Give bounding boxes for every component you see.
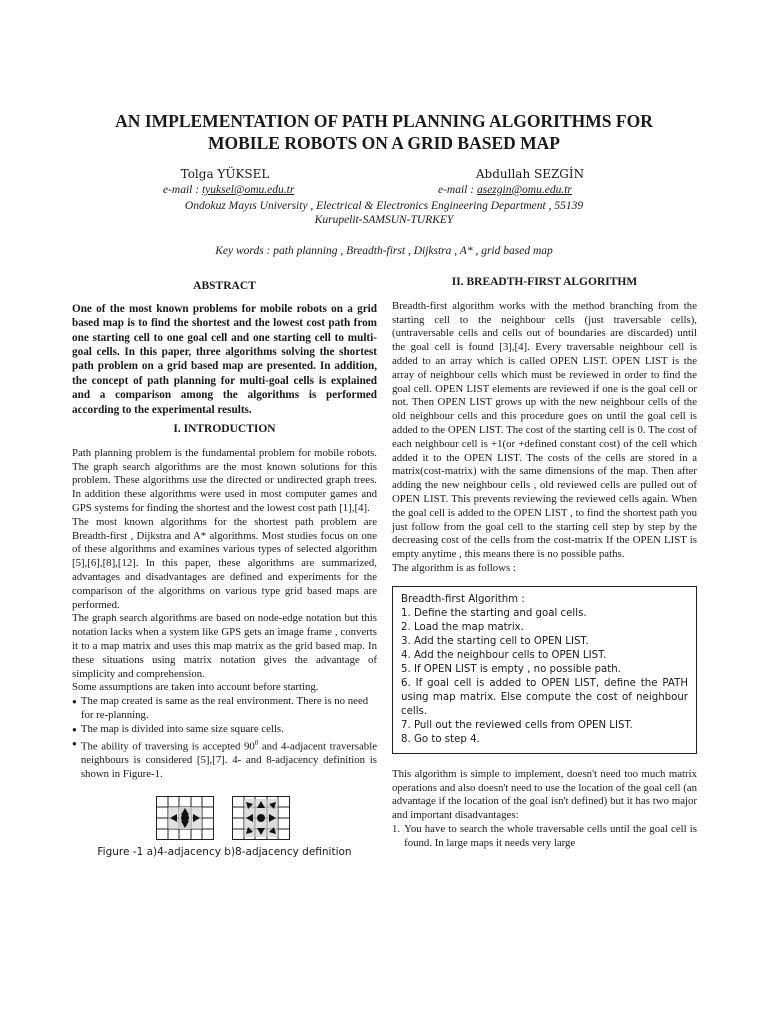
breadth-first-paragraph-1: Breadth-first algorithm works with the method branching from the starting cell to the neighbour cells (just traversable cells), (untraversable cells and cells out of boundaries are discarded) until the goal cell is found [3],[4]. Every traversable neighbour cell is added to an array which is called OPEN LIST. OPEN LIST is the array of neighbour cells which must be reviewed in order to find the goal cell. OPEN LIST elements are reviewed if one is the goal cell or not. Then OPEN LIST grows up with the new neighbour cells of the old neighbour cells and this procedure goes on until the goal cell is added to the OPEN LIST. The cost of the starting cell is 0. The cost of each neighbour cell is +1(or +defined constant cost) of the cell which added it to the OPEN LIST. The costs of the cells are stored in a matrix(cost-matrix) with the same dimensions of the map. Then after adding the new neighbour cells , old reviewed cells are pulled out of OPEN LIST. This prevents reviewing the reviewed cells again. When the goal cell is added to the OPEN LIST , to find the shortest path you just follow from the goal cell to the starting cell step by step by the decreasing cost of the cells from the cost-matrix If the OPEN LIST is empty anytime , this means there is no possible paths. [392, 299, 697, 561]
intro-paragraph-1: Path planning problem is the fundamental problem for mobile robots. The graph search algorithms are the most known solutions for this problem. These algorithms use the directed or undirected graph trees. In addition these algorithms were used in most computer games and GPS systems for finding the shortest and the lowest cost path [1],[4]. [72, 446, 377, 515]
algorithm-step: 8. Go to step 4. [401, 733, 480, 745]
author-2-email-link[interactable]: asezgin@omu.edu.tr [476, 184, 572, 196]
four-adjacency-grid-figure [156, 796, 214, 840]
breadth-first-heading: II. BREADTH-FIRST ALGORITHM [451, 276, 638, 288]
degree-superscript: 0 [254, 738, 259, 747]
email-prefix: e-mail : [163, 184, 202, 196]
algorithm-step: 7. Pull out the reviewed cells from OPEN LIST. [401, 719, 633, 731]
title-line-2: MOBILE ROBOTS ON A GRID BASED MAP [208, 133, 560, 153]
assumption-3-part-a: The ability of traversing is accepted 90 [80, 740, 255, 753]
disadvantage-text: You have to search the whole traversable cells until the goal cell is found. In large maps it needs very large [404, 822, 697, 849]
right-column [392, 276, 697, 851]
intro-paragraph-2: The most known algorithms for the shortest path problem are Breadth-first , Dijkstra and A* algorithms. Most studies focus on one of these algorithms and examines various types of selected algorithm [5],[6],[8],[12]. In this paper, these algorithms are summarized, advantages and disadvantages are defined and experiments for the comparison of the algorithms on various type grid based maps are performed. [72, 515, 377, 611]
disadvantage-number: 1. [392, 822, 401, 835]
algorithm-step: 6. If goal cell is added to OPEN LIST, define the PATH using map matrix. Else compute the cost of neighbour cells. [401, 677, 688, 717]
abstract-body: One of the most known problems for mobile robots on a grid based map is to find the shortest and the lowest cost path from one starting cell to one goal cell and one starting cell to multi-goal cells. In this paper, three algorithms solving the shortest path problem on a grid based map are presented. In addition, the concept of path planning for multi-goal cells is explained and a comparison among the algorithms is performed according to the experimental results. [72, 302, 377, 416]
disadvantage-item [392, 823, 697, 851]
algorithm-step: 5. If OPEN LIST is empty , no possible path. [401, 663, 621, 675]
breadth-first-paragraph-3: This algorithm is simple to implement, doesn't need too much matrix operations and also doesn't need to use the location of the goal cell (an advantage if the location of the goal isn't defined) but it has two major and important disadvantages: [392, 767, 697, 822]
assumption-bullet [72, 723, 377, 737]
algorithm-step: 4. Add the neighbour cells to OPEN LIST. [401, 649, 607, 661]
affiliation-line-2: Kurupelit-SAMSUN-TURKEY [314, 214, 454, 226]
title-line-1: AN IMPLEMENTATION OF PATH PLANNING ALGORITHMS FOR [115, 111, 653, 131]
algorithm-step: 1. Define the starting and goal cells. [401, 607, 587, 619]
bullet-icon: ● [72, 738, 77, 748]
affiliation-line-1: Ondokuz Mayıs University , Electrical & Electronics Engineering Department , 55139 [184, 200, 584, 212]
author-1-name: Tolga YÜKSEL [180, 167, 270, 181]
assumption-3-text [81, 737, 377, 782]
paper-title [40, 110, 728, 154]
algorithm-step: 3. Add the starting cell to OPEN LIST. [401, 635, 589, 647]
left-column [72, 280, 377, 859]
assumption-2-text: The map is divided into same size square cells. [80, 722, 284, 735]
keywords: Key words : path planning , Breadth-first , Dijkstra , A* , grid based map [215, 245, 553, 257]
email-prefix: e-mail : [438, 184, 477, 196]
algorithm-title: Breadth-first Algorithm : [401, 593, 525, 605]
author-1-email [163, 184, 294, 196]
algorithm-step: 2. Load the map matrix. [401, 621, 524, 633]
intro-paragraph-3: The graph search algorithms are based on node-edge notation but this notation lacks when a system like GPS gets an image frame , converts it to a map matrix and uses this map matrix as the grid based map. In these situations using matrix notation gives the advantage of simplicity and comprehension. [72, 612, 377, 680]
figure-1 [156, 796, 377, 840]
author-1-email-link[interactable]: tyuksel@omu.edu.tr [201, 184, 295, 196]
breadth-first-paragraph-2: The algorithm is as follows : [392, 561, 516, 574]
introduction-heading: I. INTRODUCTION [173, 423, 276, 436]
algorithm-box [392, 586, 697, 754]
assumption-3-part-b: and 4-adjacent traversable neighbours is considered [5],[7]. 4- and 8-adjacency definition is shown in Figure-1. [80, 740, 377, 780]
figure-1-caption: Figure -1 a)4-adjacency b)8-adjacency definition [97, 845, 352, 858]
bullet-icon: ● [72, 724, 77, 734]
author-2-name: Abdullah SEZGİN [475, 167, 585, 181]
assumption-1-text: The map created is same as the real environment. There is no need for re-planning. [80, 695, 369, 721]
bullet-icon: ● [72, 697, 77, 707]
assumption-bullet [72, 737, 377, 782]
abstract-heading: ABSTRACT [193, 280, 256, 292]
eight-adjacency-grid-figure [232, 796, 290, 840]
assumption-bullet [72, 695, 377, 723]
author-2-email [438, 184, 572, 196]
intro-paragraph-4: Some assumptions are taken into account before starting. [72, 681, 319, 694]
